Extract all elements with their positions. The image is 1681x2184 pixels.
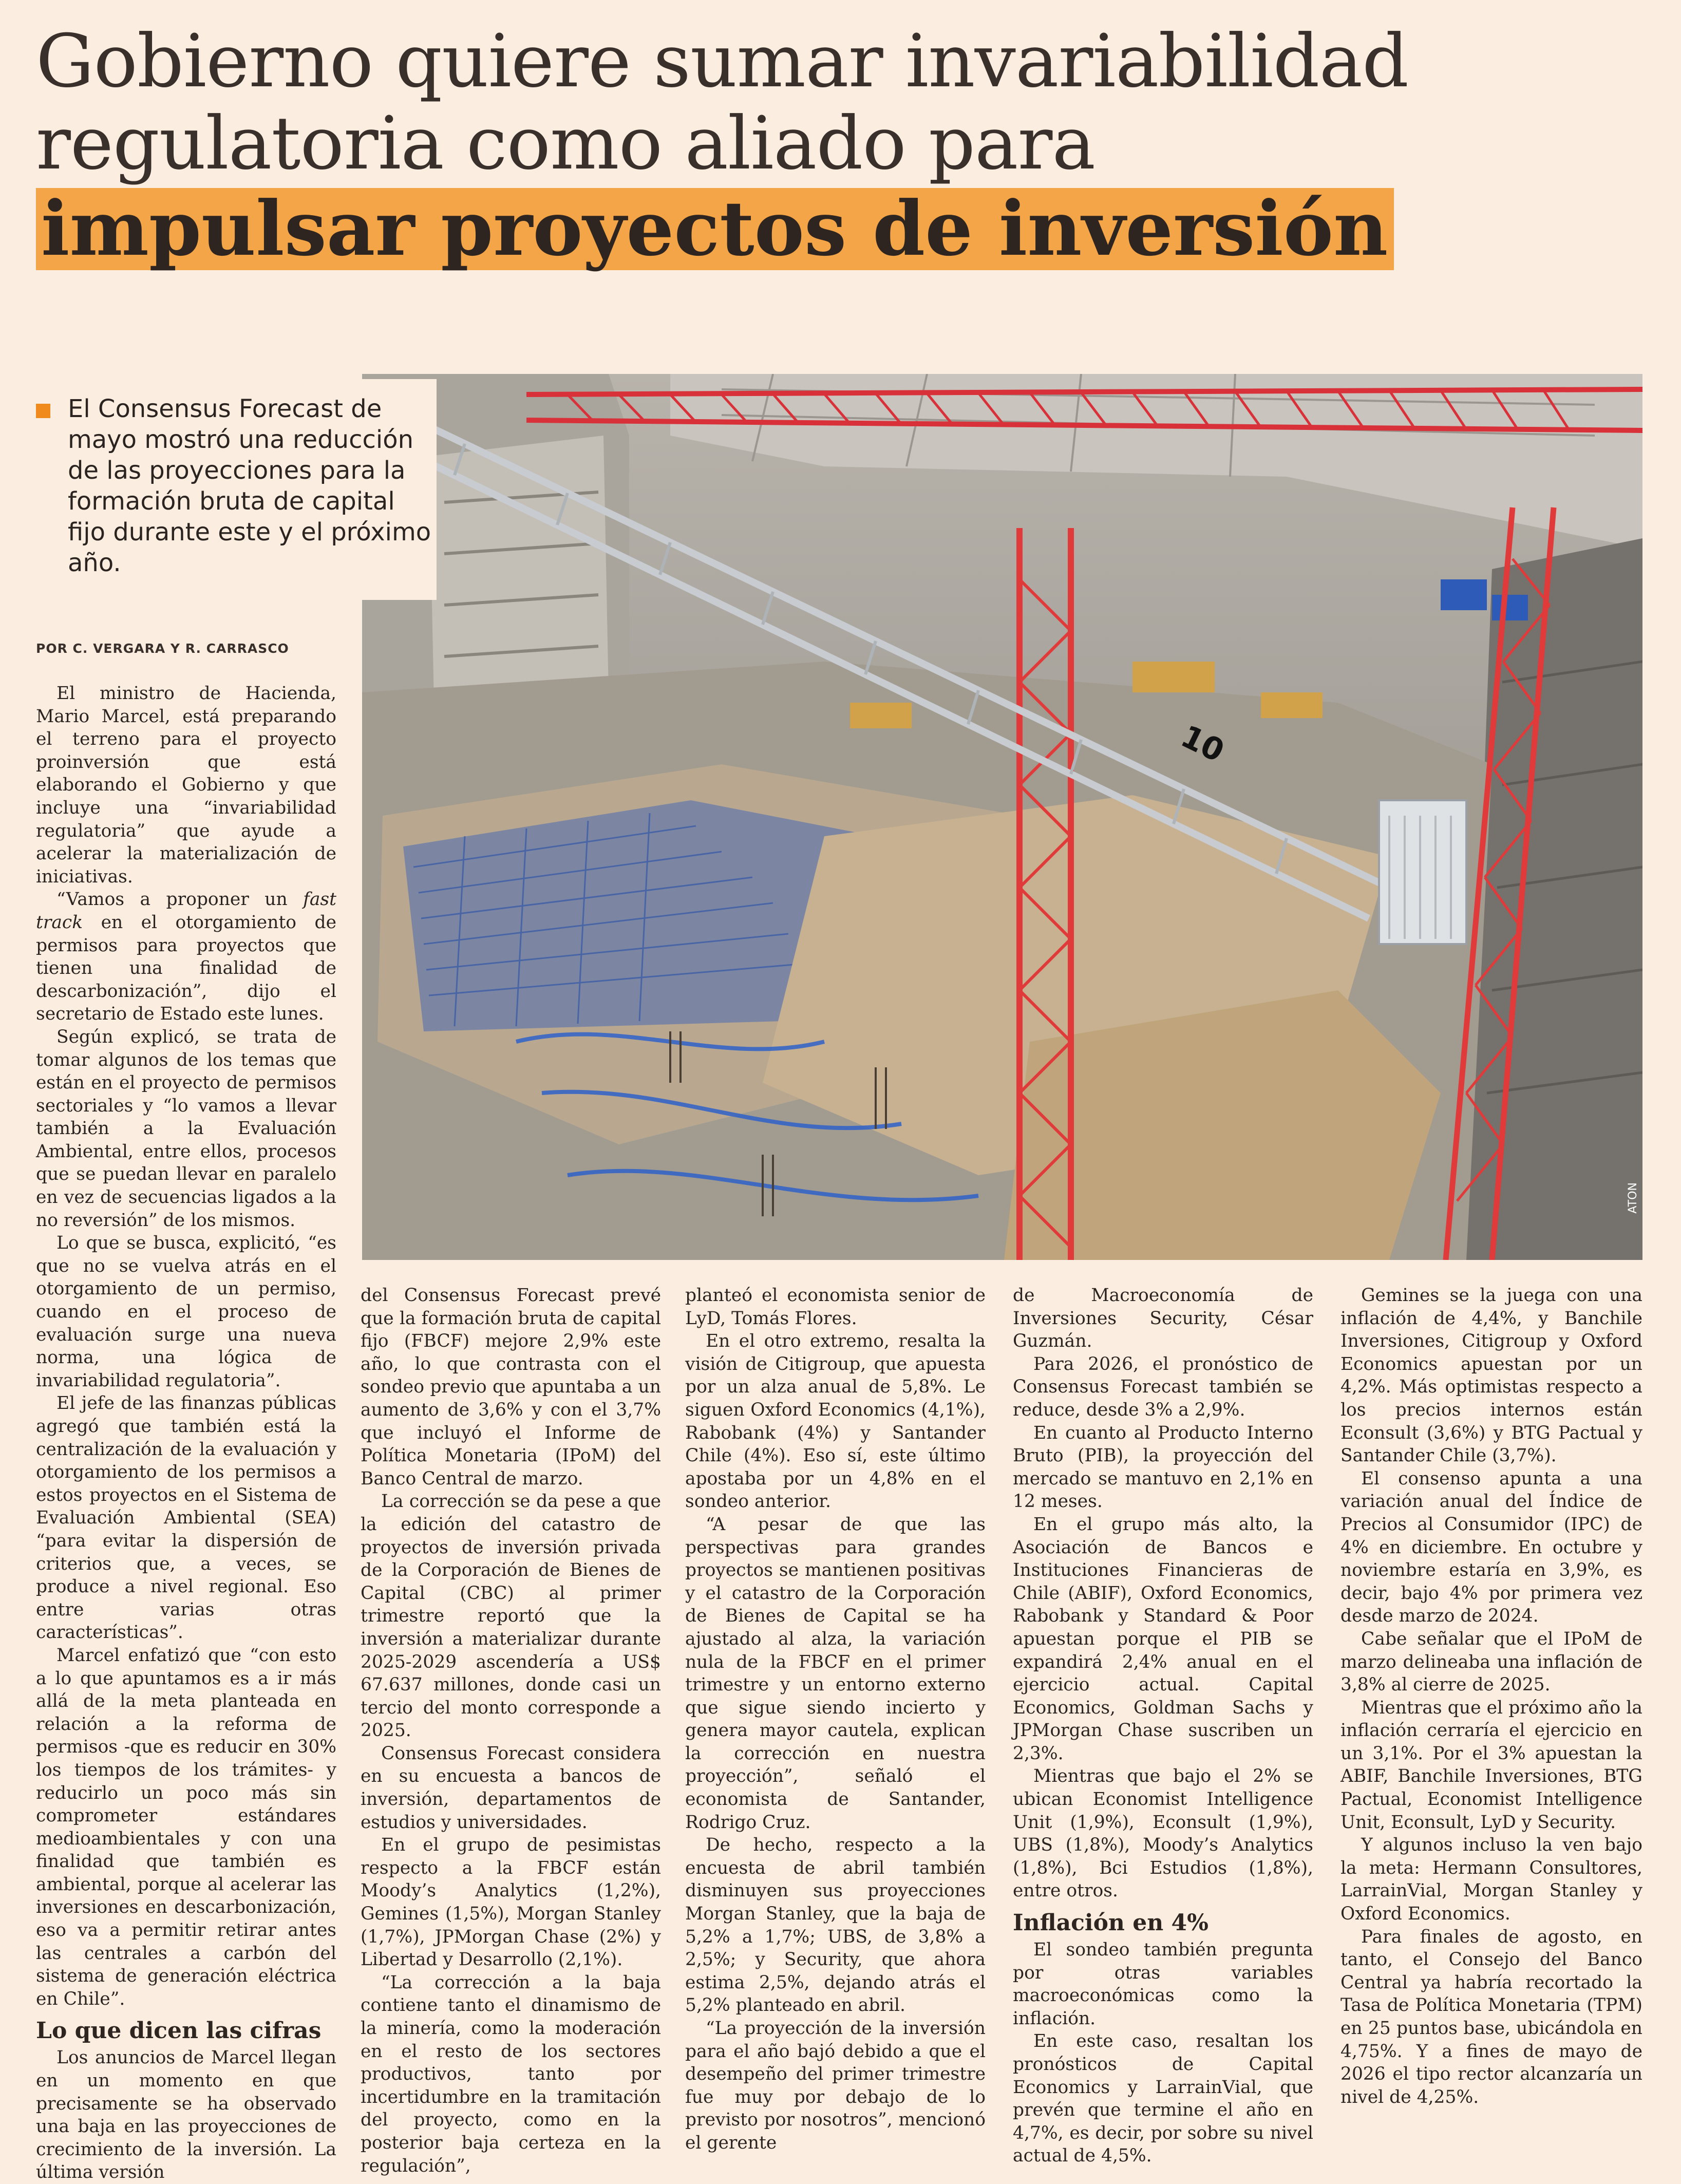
paragraph: Lo que se busca, explicitó, “es que no se vuelva atrás en el otorgamiento de un permiso, cuando en el proceso de evaluación surge una nueva norma, una lógica de invariabilidad regulatoria”. bbox=[36, 1233, 336, 1391]
lead-text: El Consensus Forecast de mayo mostró una reducción de las proyecciones para la formación bruta de capital fijo durante este y el próximo año. bbox=[68, 394, 431, 577]
paragraph: Para finales de agosto, en tanto, el Consejo del Banco Central ya habría recortado la Tasa de Política Monetaria (TPM) en 25 puntos base, ubicándola en 4,75%. Y a fines de mayo de 2026 el tipo rector alcanzaría un nivel de 4,25%. bbox=[1340, 1926, 1642, 2107]
subheading-cifras: Lo que dicen las cifras bbox=[36, 2018, 322, 2044]
paragraph: “La proyección de la inversión para el año bajó debido a que el desempeño del primer trimestre fue muy por debajo de lo previsto por nosotros”, mencionó el gerente bbox=[685, 2018, 986, 2153]
article-column-1 bbox=[36, 682, 336, 2183]
headline-line-3-highlight: impulsar proyectos de inversión bbox=[36, 188, 1394, 270]
article-column-2 bbox=[361, 1284, 661, 2176]
paragraph: En el otro extremo, resalta la visión de Citigroup, que apuesta por un alza anual de 5,8%. Le siguen Oxford Economics (4,1%), Rabobank (4%) y Santander Chile (4%). Eso sí, este último apostaba por un 4,8% en el sondeo anterior. bbox=[685, 1331, 986, 1512]
paragraph: “La corrección a la baja contiene tanto el dinamismo de la minería, como la moderación en el resto de los sectores productivos, tanto por incertidumbre en la tramitación del proyecto, como en la posterior baja certeza en la regulación”, bbox=[361, 1972, 661, 2176]
byline: POR C. VERGARA Y R. CARRASCO bbox=[36, 641, 289, 656]
photo-credit: ATON bbox=[1627, 1182, 1639, 1214]
construction-site-illustration bbox=[362, 374, 1642, 1260]
lead-box bbox=[36, 379, 437, 600]
article-column-5 bbox=[1340, 1284, 1642, 2137]
article-column-3 bbox=[685, 1284, 986, 2153]
construction-photo bbox=[362, 374, 1642, 1260]
paragraph: De hecho, respecto a la encuesta de abril también disminuyen sus proyecciones Morgan Stanley, que la baja de 5,2% a 1,7%; UBS, de 3,8% a 2,5%; y Security, que ahora estima 2,5%, dejando atrás el 5,2% planteado en abril. bbox=[685, 1835, 986, 2016]
paragraph: Los anuncios de Marcel llegan en un momento en que precisamente se ha observado una baja en las proyecciones de crecimiento de la inversión. La última versión bbox=[36, 2047, 336, 2183]
paragraph: de Macroeconomía de Inversiones Security, César Guzmán. bbox=[1013, 1285, 1313, 1352]
headline bbox=[36, 19, 1628, 273]
paragraph: En el grupo más alto, la Asociación de Bancos e Instituciones Financieras de Chile (ABIF), Oxford Economics, Rabobank y Standard & Poor apuestan porque el PIB se expandirá 2,4% anual en el ejercicio actual. Capital Economics, Goldman Sachs y JPMorgan Chase suscriben un 2,3%. bbox=[1013, 1514, 1313, 1764]
crane-number-label: 10 bbox=[1175, 718, 1230, 770]
paragraph: El consenso apunta a una variación anual del Índice de Precios al Consumidor (IPC) de 4% en diciembre. En octubre y noviembre estaría en 3,9%, es decir, bajo 4% por primera vez desde marzo de 2024. bbox=[1340, 1468, 1642, 1627]
paragraph: planteó el economista senior de LyD, Tomás Flores. bbox=[685, 1285, 986, 1329]
paragraph: Para 2026, el pronóstico de Consensus Forecast también se reduce, desde 3% a 2,9%. bbox=[1013, 1353, 1313, 1420]
paragraph: Gemines se la juega con una inflación de 4,4%, y Banchile Inversiones, Citigroup y Oxford Economics apuestan por un 4,2%. Más optimistas respecto a los precios internos están Econsult (3,6%) y BTG Pactual y Santander Chile (3,7%). bbox=[1340, 1285, 1642, 1466]
paragraph: Mientras que el próximo año la inflación cerraría el ejercicio en un 3,1%. Por el 3% apuestan la ABIF, Banchile Inversiones, BTG Pactual, Economist Intelligence Unit, Econsult, LyD y Security. bbox=[1340, 1697, 1642, 1833]
headline-line-2: regulatoria como aliado para bbox=[36, 101, 1096, 186]
paragraph: Marcel enfatizó que “con esto a lo que apuntamos es a ir más allá de la meta planteada en relación a la reforma de permisos -que es reducir en 30% los tiempos de los trámites- y reducirlo un poco más sin comprometer estándares medioambientales y con una finalidad que también es ambiental, porque al acelerar las inversiones en descarbonización, eso va a permitir retirar antes las centrales a carbón del sistema de generación eléctrica en Chile”. bbox=[36, 1645, 336, 2009]
paragraph: Cabe señalar que el IPoM de marzo delineaba una inflación de 3,8% al cierre de 2025. bbox=[1340, 1628, 1642, 1696]
paragraph: En cuanto al Producto Interno Bruto (PIB), la proyección del mercado se mantuvo en 2,1% en 12 meses. bbox=[1013, 1422, 1313, 1512]
headline-line-1: Gobierno quiere sumar invariabilidad bbox=[36, 19, 1409, 104]
subheading-inflacion: Inflación en 4% bbox=[1013, 1910, 1208, 1936]
orange-square-icon bbox=[36, 404, 50, 418]
paragraph: del Consensus Forecast prevé que la formación bruta de capital fijo (FBCF) mejore 2,9% este año, lo que contrasta con el sondeo previo que apuntaba a un aumento de 3,6% y con el 3,7% que incluyó el Informe de Política Monetaria (IPoM) del Banco Central de marzo. bbox=[361, 1285, 661, 1489]
paragraph: Consensus Forecast considera en su encuesta a bancos de inversión, departamentos de estudios y universidades. bbox=[361, 1743, 661, 1833]
paragraph: Según explicó, se trata de tomar algunos de los temas que están en el proyecto de permisos sectoriales y “lo vamos a llevar también a la Evaluación Ambiental, entre ellos, procesos que se puedan llevar en paralelo en vez de secuencias ligados a la no reversión” de los mismos. bbox=[36, 1026, 336, 1231]
paragraph: El ministro de Hacienda, Mario Marcel, está preparando el terreno para el proyecto proinversión que está elaborando el Gobierno y que incluye una “invariabilidad regulatoria” que ayude a acelerar la materialización de iniciativas. bbox=[36, 683, 336, 887]
paragraph: “Vamos a proponer un fast track en el otorgamiento de permisos para proyectos que tienen una finalidad de descarbonización”, dijo el secretario de Estado este lunes. bbox=[36, 889, 336, 1025]
paragraph: En este caso, resaltan los pronósticos de Capital Economics y LarrainVial, que prevén que termine el año en 4,7%, es decir, por sobre su nivel actual de 4,5%. bbox=[1013, 2031, 1313, 2167]
paragraph: En el grupo de pesimistas respecto a la FBCF están Moody’s Analytics (1,2%), Gemines (1,5%), Morgan Stanley (1,7%), JPMorgan Chase (2%) y Libertad y Desarrollo (2,1%). bbox=[361, 1835, 661, 1970]
paragraph: El sondeo también pregunta por otras variables macroeconómicas como la inflación. bbox=[1013, 1940, 1313, 2029]
paragraph: “A pesar de que las perspectivas para grandes proyectos se mantienen positivas y el catastro de la Corporación de Bienes de Capital se ha ajustado al alza, la variación nula de la FBCF en el primer trimestre y un entorno externo que sigue siendo incierto y genera mayor cautela, explican la corrección en nuestra proyección”, señaló el economista de Santander, Rodrigo Cruz. bbox=[685, 1514, 986, 1833]
paragraph: Mientras que bajo el 2% se ubican Economist Intelligence Unit (1,9%), Econsult (1,9%), UBS (1,8%), Moody’s Analytics (1,8%), Bci Estudios (1,8%), entre otros. bbox=[1013, 1766, 1313, 1901]
paragraph: La corrección se da pese a que la edición del catastro de proyectos de inversión privada de la Corporación de Bienes de Capital (CBC) al primer trimestre reportó que la inversión a materializar durante 2025-2029 ascendería a US$ 67.637 millones, donde casi un tercio del monto corresponde a 2025. bbox=[361, 1491, 661, 1741]
article-column-4 bbox=[1013, 1284, 1313, 2167]
paragraph: El jefe de las finanzas públicas agregó que también está la centralización de la evaluación y otorgamiento de los permisos a estos proyectos en el Sistema de Evaluación Ambiental (SEA) “para evitar la dispersión de criterios que, a veces, se produce a nivel regional. Eso entre varias otras características”. bbox=[36, 1393, 336, 1643]
paragraph: Y algunos incluso la ven bajo la meta: Hermann Consultores, LarrainVial, Morgan Stanley y Oxford Economics. bbox=[1340, 1835, 1642, 1925]
